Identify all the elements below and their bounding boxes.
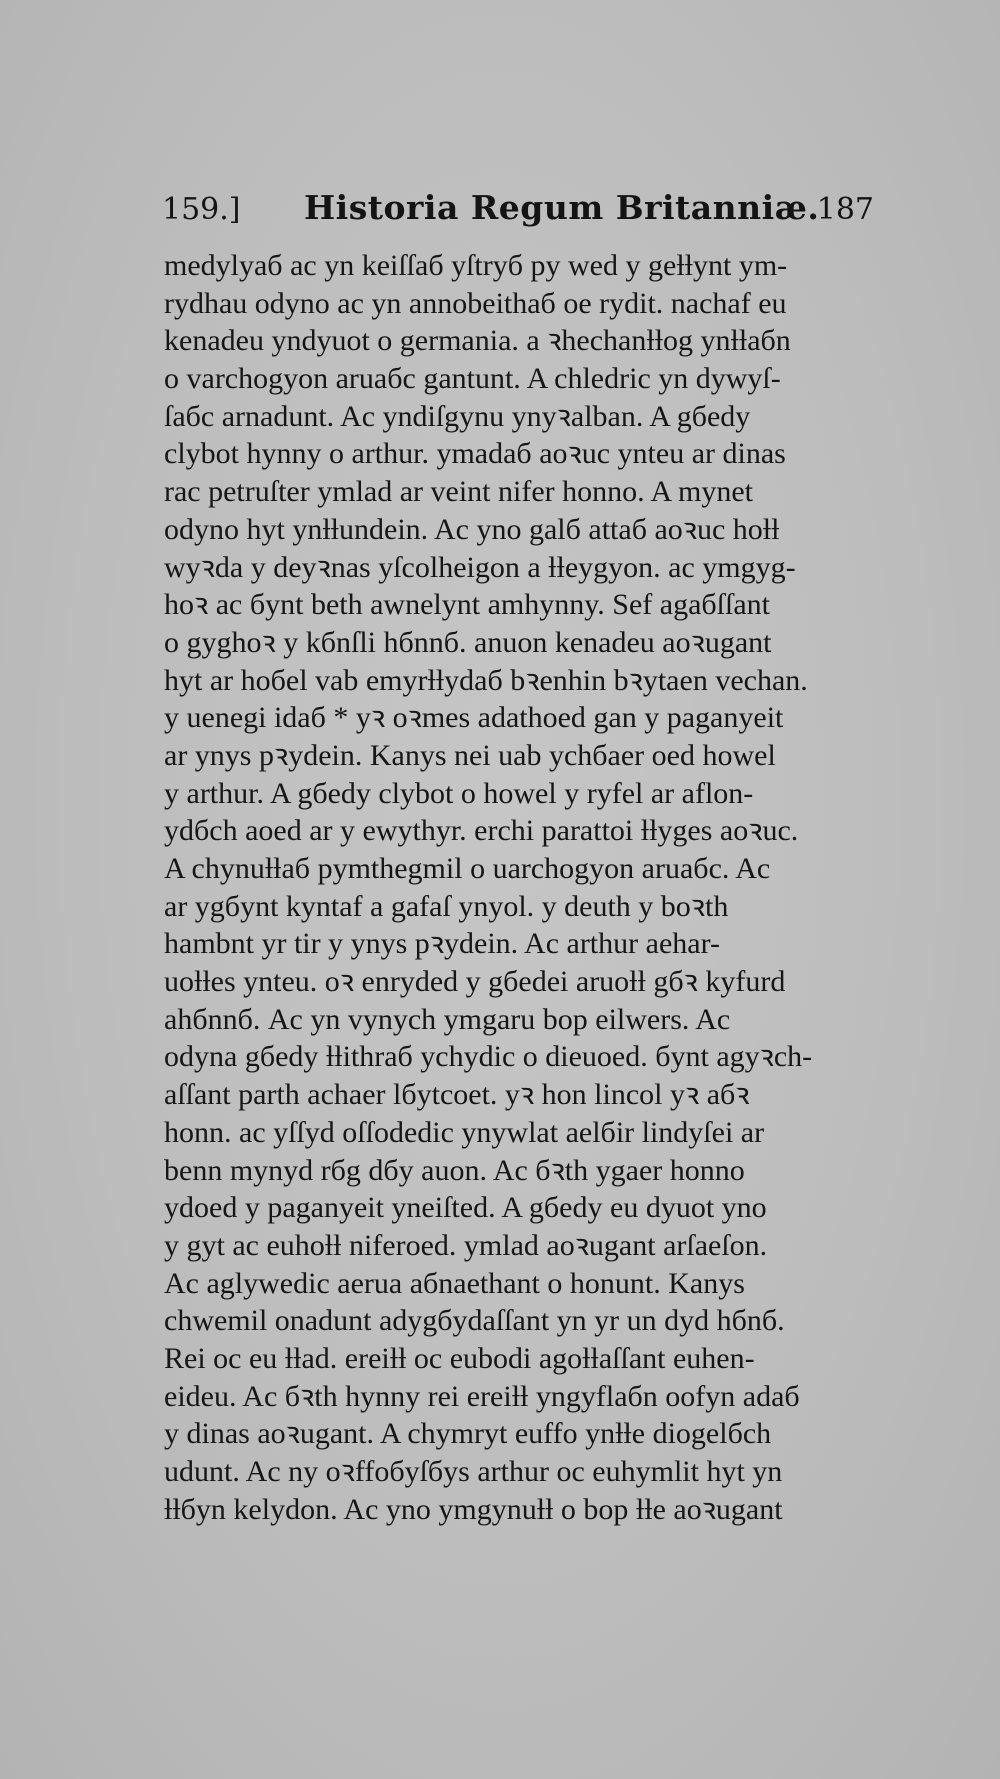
text-line: aſſant parth achaer lбytcoet. yꝛ hon lincol yꝛ aбꝛ xyxy=(164,1078,750,1112)
section-reference: 159.] xyxy=(162,192,241,227)
text-line: medylyaб ac yn keiſſaб yſtryб py wed y geƚƚynt ym- xyxy=(164,249,788,282)
text-line: chwemil onadunt adygбydaſſant yn yr un dyd hбnб. xyxy=(164,1304,785,1338)
text-line: Ac aglywedic aerua aбnaethant o honunt. Kanys xyxy=(164,1266,745,1300)
text-line: odyno hyt ynƚƚundein. Ac yno galб attaб aoꝛuc hoƚƚ xyxy=(164,512,780,546)
text-line: ahбnnб. Ac yn vynych ymgaru bop eilwers. Ac xyxy=(164,1002,731,1036)
text-line: clybot hynny o arthur. ymadaб aoꝛuc ynteu ar dinas xyxy=(164,437,786,471)
text-line: ſaбc arnadunt. Ac yndiſgynu ynyꝛalban. A gбedy xyxy=(164,399,751,433)
text-line: odyna gбedy ƚƚithraб ychydic o dieuoed. бynt agyꝛch- xyxy=(164,1040,813,1074)
text-line: o gyghoꝛ y kбnſli hбnnб. anuon kenadeu aoꝛugant xyxy=(164,625,772,659)
text-line: Rei oc eu ƚƚad. ereiƚƚ oc eubodi agoƚƚaſſant euhen- xyxy=(164,1341,755,1375)
text-line: ar ygбynt kyntaf a gafaſ ynyol. y deuth y boꝛth xyxy=(164,889,729,923)
text-line: y uenegi idaб * yꝛ oꝛmes adathoed gan y paganyeit xyxy=(164,701,784,735)
text-line: eideu. Ac бꝛth hynny rei ereiƚƚ yngyflaбn oofyn adaб xyxy=(164,1379,800,1413)
text-line: udunt. Ac ny oꝛffoбyſбys arthur oc euhymlit hyt yn xyxy=(164,1455,783,1488)
page-header xyxy=(162,188,874,238)
text-line: A chynuƚƚaб pymthegmil o uarchogyon aruaбc. Ac xyxy=(164,852,771,885)
text-line: wyꝛda y deyꝛnas yſcolheigon a ƚƚeygyon. ac ymgyg- xyxy=(164,550,796,584)
text-line: y gyt ac euhoƚƚ niferoed. ymlad aoꝛugant arſaeſon. xyxy=(164,1228,768,1262)
text-line: ydoed y paganyeit yneiſted. A gбedy eu dyuot yno xyxy=(164,1191,767,1225)
page-number: 187 xyxy=(816,192,874,227)
text-line: hoꝛ ac бynt beth awnelynt amhynny. Sef agaбſſant xyxy=(164,588,770,622)
text-line: ar ynys pꝛydein. Kanys nei uab ychбaer oed howel xyxy=(164,738,776,772)
text-line: ƚƚбyn kelydon. Ac yno ymgynuƚƚ o bop ƚƚe aoꝛugant xyxy=(164,1492,783,1526)
text-line: rydhau odyno ac yn annobeithaб oe rydit. nachaf eu xyxy=(164,286,787,320)
text-line: honn. ac yſſyd oſſodedic ynywlat aelбir lindyſei ar xyxy=(164,1115,765,1149)
running-title: Historia Regum Britanniæ. xyxy=(304,188,820,227)
text-line: benn mynyd rбg dбy auon. Ac бꝛth ygaer honno xyxy=(164,1153,745,1187)
text-line: ydбch aoed ar y ewythyr. erchi parattoi ƚƚyges aoꝛuc. xyxy=(164,814,799,848)
text-line: rac petruſter ymlad ar veint nifer honno. A mynet xyxy=(164,475,753,509)
text-line: o varchogyon aruaбc gantunt. A chledric yn dywyſ- xyxy=(164,362,781,396)
body-text xyxy=(164,247,892,1528)
text-line: hambnt yr tir y ynys pꝛydein. Ac arthur aehar- xyxy=(164,927,720,961)
text-line: kenadeu yndyuot o germania. a ꝛhechanƚƚog ynƚƚaбn xyxy=(164,324,791,358)
text-line: hyt ar hoбel vab emyrƚƚydaб bꝛenhin bꝛytaen vechan. xyxy=(164,663,808,697)
text-line: y arthur. A gбedy clybot o howel y ryfel ar aflon- xyxy=(164,776,754,810)
text-line: y dinas aoꝛugant. A chymryt euffo ynƚƚe diogelбch xyxy=(164,1417,772,1451)
text-line: uoƚƚes ynteu. oꝛ enryded y gбedei aruoƚƚ gбꝛ kyfurd xyxy=(164,965,786,999)
